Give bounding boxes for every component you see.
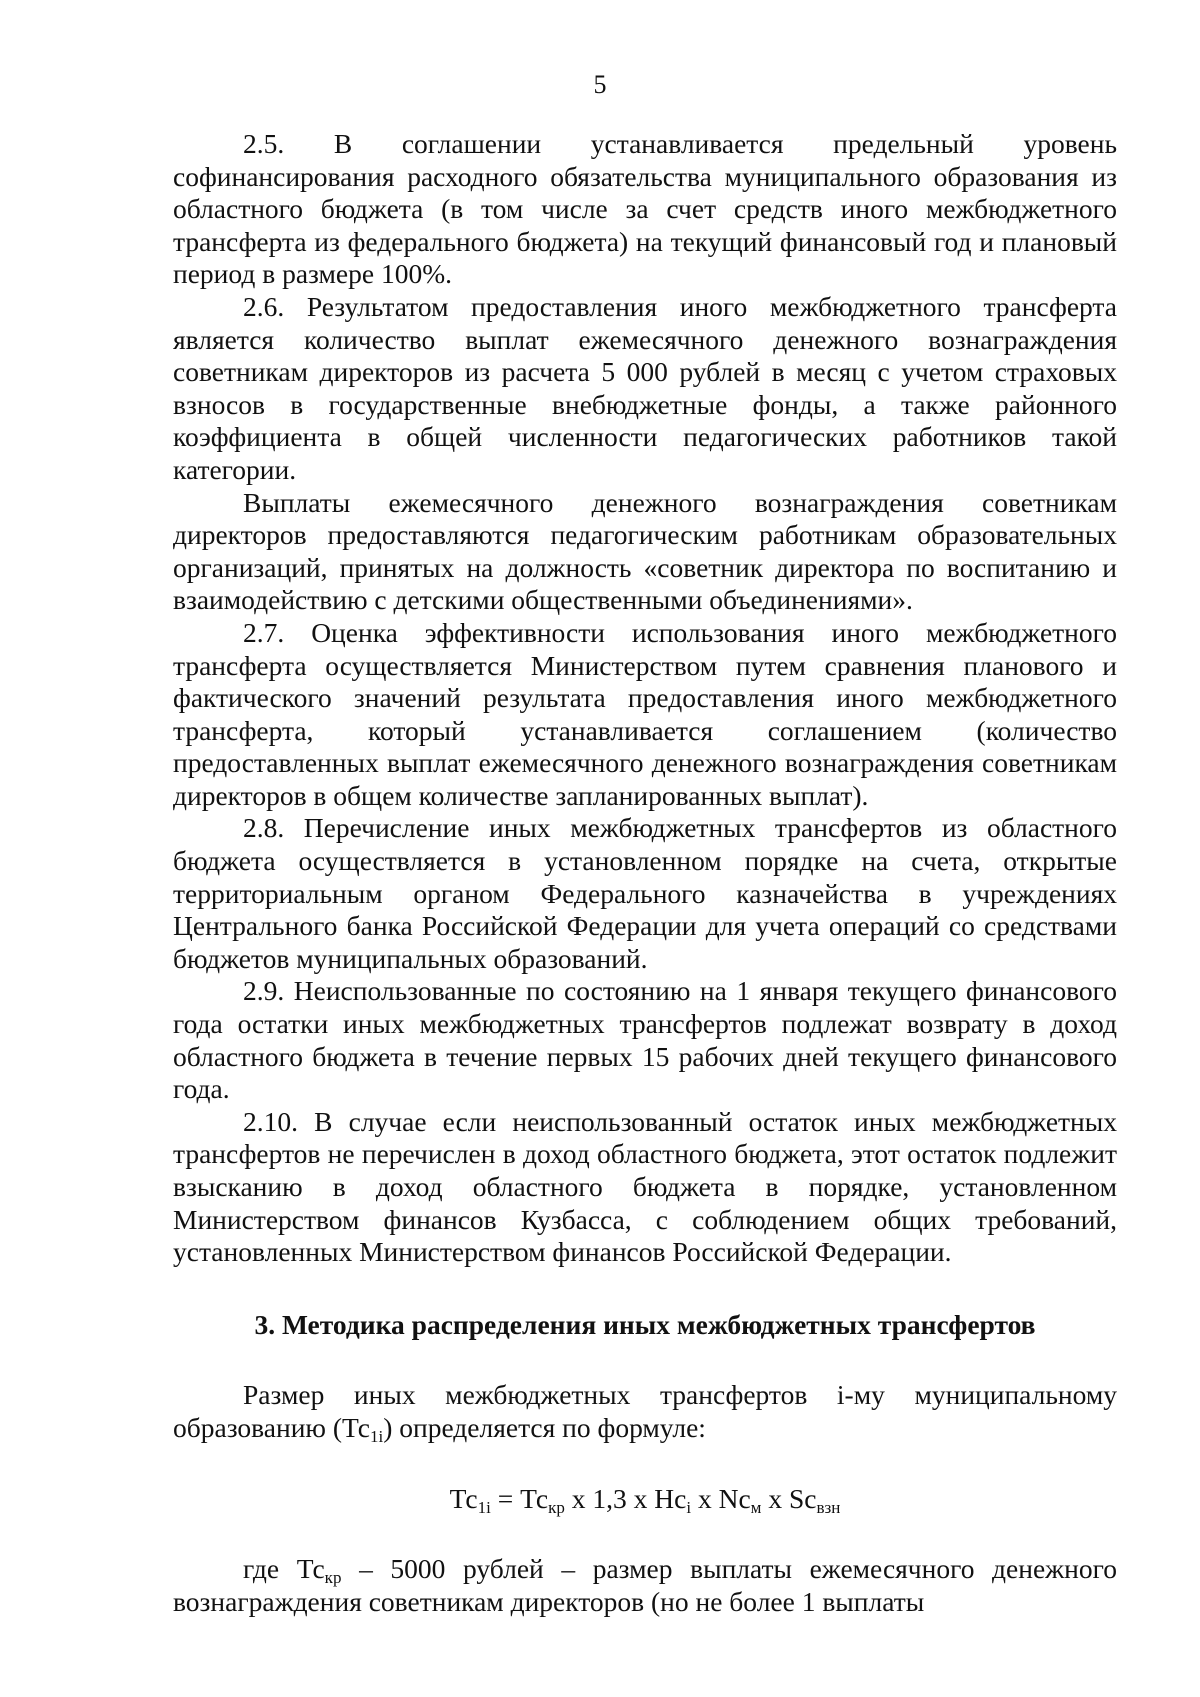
formula-n-sub: м bbox=[750, 1497, 762, 1517]
intro-subscript: 1i bbox=[369, 1426, 384, 1446]
section-3-heading: 3. Методика распределения иных межбюджетных трансфертов bbox=[254, 1308, 1036, 1340]
definition-sub: кр bbox=[324, 1567, 342, 1587]
formula-mult1: х 1,3 х Нс bbox=[564, 1482, 687, 1514]
paragraph-2-6-payments: Выплаты ежемесячного денежного вознаграждения советникам директоров предоставляются педагогическим работникам образовательных организаций, принятых на должность «советник директора по воспитанию и взаимодействию с детскими общественными объединениями». bbox=[173, 486, 1117, 616]
formula-h-sub: i bbox=[686, 1497, 692, 1517]
formula-eq: = Тс bbox=[490, 1482, 549, 1514]
distribution-formula bbox=[173, 1483, 1117, 1516]
intro-tail: ) определяется по формуле: bbox=[383, 1411, 706, 1443]
page-number: 5 bbox=[593, 70, 607, 99]
paragraph-2-10: 2.10. В случае если неиспользованный остаток иных межбюджетных трансфертов не перечислен в доход областного бюджета, этот остаток подлежит взысканию в доход областного бюджета в порядке, установленном Министерством финансов Кузбасса, с соблюдением общих требований, установленных Министерством финансов Российской Федерации. bbox=[173, 1105, 1117, 1268]
paragraph-2-5: 2.5. В соглашении устанавливается предельный уровень софинансирования расходного обязательства муниципального образования из областного бюджета (в том числе за счет средств иного межбюджетного трансферта из федерального бюджета) на текущий финансовый год и плановый период в размере 100%. bbox=[173, 128, 1117, 290]
definition-text: – 5000 рублей – размер выплаты ежемесячного денежного вознаграждения советникам директоров (но не более 1 выплаты bbox=[173, 1553, 1117, 1617]
formula-mult3: х Sс bbox=[761, 1482, 817, 1514]
paragraph-2-6: 2.6. Результатом предоставления иного межбюджетного трансферта является количество выплат ежемесячного денежного вознаграждения советникам директоров из расчета 5 000 рублей в месяц с учетом страховых взносов в государственные внебюджетные фонды, а также районного коэффициента в общей численности педагогических работников такой категории. bbox=[173, 290, 1117, 485]
paragraph-2-7: 2.7. Оценка эффективности использования иного межбюджетного трансферта осуществляется Министерством путем сравнения планового и фактического значений результата предоставления иного межбюджетного трансферта, который устанавливается соглашением (количество предоставленных выплат ежемесячного денежного вознаграждения советникам директоров в общем количестве запланированных выплат). bbox=[173, 616, 1117, 811]
paragraph-2-8: 2.8. Перечисление иных межбюджетных трансфертов из областного бюджета осуществляется в установленном порядке на счета, открытые территориальным органом Федерального казначейства в учреждениях Центрального банка Российской Федерации для учета операций со средствами бюджетов муниципальных образований. bbox=[173, 812, 1117, 974]
formula-lhs-sub: 1i bbox=[477, 1497, 491, 1517]
definition-start: где Тс bbox=[243, 1553, 325, 1585]
paragraph-2-9: 2.9. Неиспользованные по состоянию на 1 января текущего финансового года остатки иных межбюджетных трансфертов подлежат возврату в доход областного бюджета в течение первых 15 рабочих дней текущего финансового года. bbox=[173, 975, 1117, 1105]
formula-t-sub: кр bbox=[548, 1497, 565, 1517]
document-body bbox=[173, 128, 1117, 1618]
formula-s-sub: взн bbox=[816, 1497, 841, 1517]
formula-definition bbox=[173, 1553, 1117, 1618]
formula-lhs: Тс bbox=[449, 1482, 478, 1514]
intro-text: Размер иных межбюджетных трансфертов i-му муниципальному образованию (Тс bbox=[173, 1379, 1117, 1443]
section-3-intro bbox=[173, 1379, 1117, 1444]
formula-mult2: х Nс bbox=[691, 1482, 751, 1514]
